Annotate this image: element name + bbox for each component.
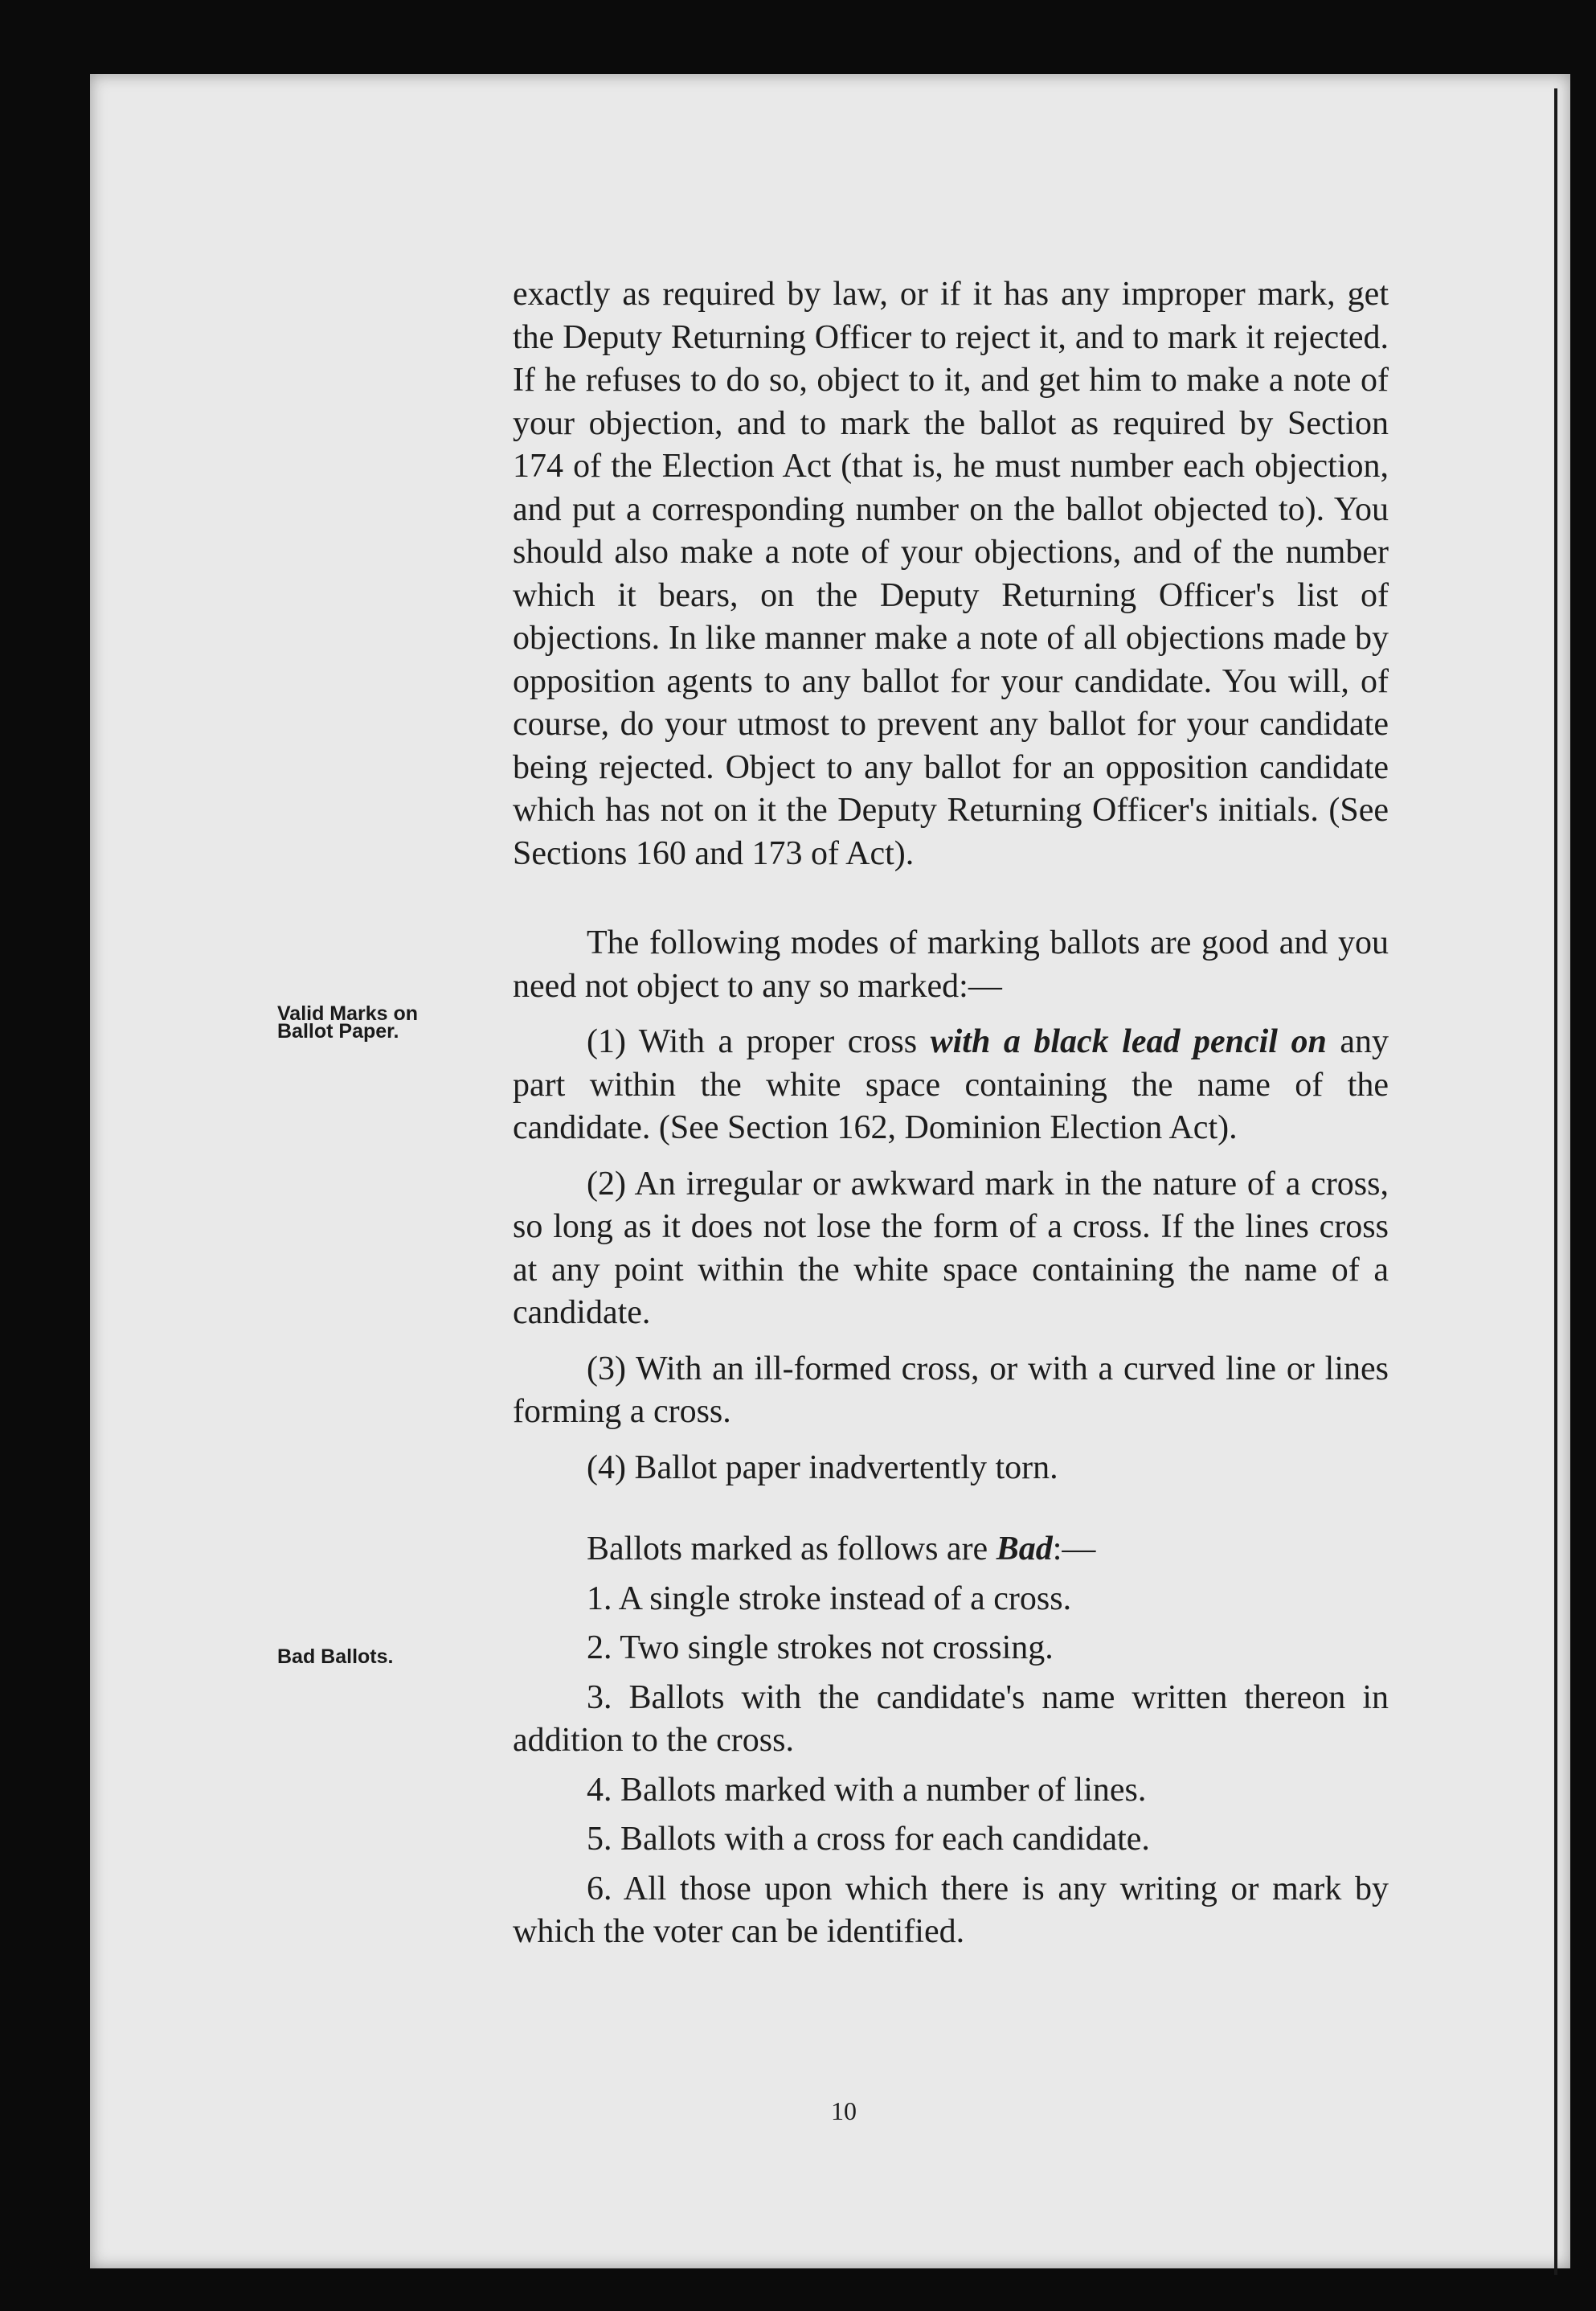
body-text [513,273,1389,1954]
valid-mark-1-italic: with a black lead pencil on [930,1023,1327,1060]
page-number: 10 [831,2096,857,2125]
valid-mark-3: (3) With an ill-formed cross, or with a curved line or lines forming a cross. [513,1350,1389,1430]
valid-mark-1-text-a: (1) With a proper cross [587,1023,931,1060]
bad-intro-paragraph [513,1528,1389,1571]
valid-mark-4: (4) Ballot paper inadvertently torn. [587,1448,1058,1486]
opening-paragraph: exactly as required by law, or if it has any improper mark, get the Deputy Returning Officer to reject it, and to mark it rejected. If he refuses to do so, object to it, and get him to make a note of your objection, and to mark the ballot as required by Section 174 of the Election Act (that is, he must number each objection, and put a corresponding number on the ballot objected to). You should also make a note of your objections, and of the number which it bears, on the Deputy Returning Officer's list of objections. In like manner make a note of all objections made by opposition agents to any ballot for your candidate. You will, of course, do your utmost to prevent any ballot for your candidate being rejected. Object to any ballot for an opposition candidate which has not on it the Deputy Returning Officer's initials. (See Sections 160 and 173 of Act). [513,276,1389,872]
bad-ballot-item-5: 5. Ballots with a cross for each candidate. [587,1821,1150,1858]
bad-ballot-item-4: 4. Ballots marked with a number of lines. [587,1771,1147,1809]
bad-ballots-list [513,1578,1389,1954]
margin-note-valid-marks: Valid Marks on Ballot Paper. [277,1002,419,1043]
valid-intro-paragraph: The following modes of marking ballots are good and you need not object to any so marked:— [513,924,1389,1005]
bad-ballot-item-1: 1. A single stroke instead of a cross. [587,1580,1072,1617]
page-edge-line [1554,88,1557,2275]
bad-ballot-item-6: 6. All those upon which there is any writing or mark by which the voter can be identified. [513,1870,1389,1950]
valid-mark-1 [513,1021,1389,1150]
bad-intro-text-a: Ballots marked as follows are [587,1530,996,1567]
bad-intro-italic: Bad [996,1530,1053,1567]
valid-mark-2: (2) An irregular or awkward mark in the nature of a cross, so long as it does not lose the form of a cross. If the lines cross at any point within the white space containing the name of a candidate. [513,1165,1389,1331]
valid-mark-1-text-b: any part within the white space containing the name of the candidate. (See Section 162, Dominion Election Act). [513,1023,1389,1146]
margin-note-bad-ballots: Bad Ballots. [277,1645,394,1668]
bad-intro-text-b: :— [1052,1530,1096,1567]
bad-ballot-item-2: 2. Two single strokes not crossing. [587,1629,1054,1666]
bad-ballot-item-3: 3. Ballots with the candidate's name written thereon in addition to the cross. [513,1678,1389,1759]
